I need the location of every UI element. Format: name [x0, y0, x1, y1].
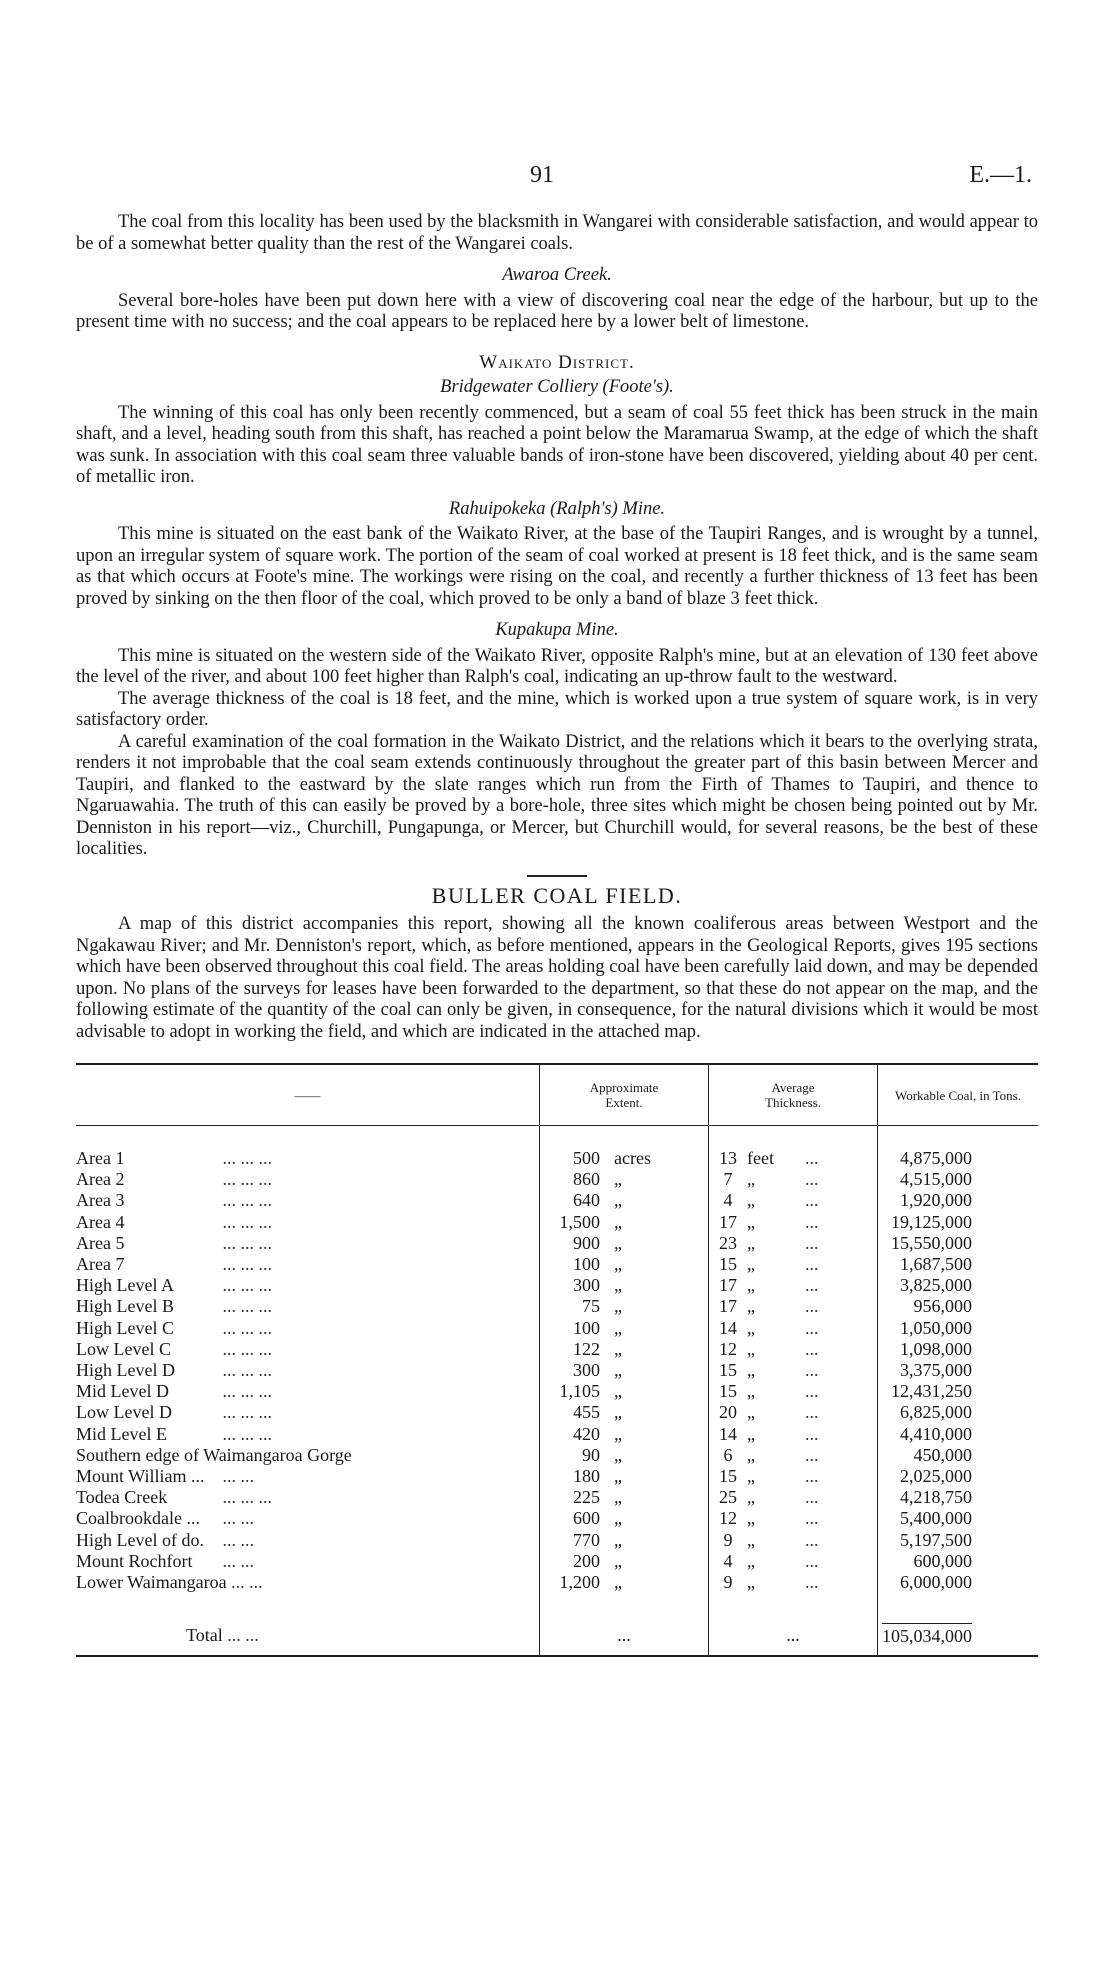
total-label: Total — [186, 1624, 223, 1645]
thickness-unit: feet — [747, 1148, 774, 1168]
area-cell — [76, 1339, 540, 1360]
thickness-cell — [709, 1148, 878, 1169]
total-row — [76, 1615, 1038, 1655]
leader-dots: ... — [805, 1232, 819, 1253]
document-body — [76, 212, 1038, 1657]
area-cell — [76, 1572, 540, 1593]
kupakupa-heading: Kupakupa Mine. — [495, 620, 619, 640]
extent-value: 300 — [573, 1360, 600, 1381]
thickness-unit: „ — [747, 1550, 755, 1571]
thickness-value: 4 — [723, 1190, 733, 1211]
extent-unit: „ — [614, 1381, 622, 1402]
area-cell — [76, 1402, 540, 1423]
coal-value: 1,050,000 — [878, 1318, 1039, 1339]
area-name: Mid Level E — [76, 1423, 167, 1444]
leader-dots: ... — [805, 1550, 819, 1571]
thickness-unit: „ — [747, 1338, 755, 1359]
extent-cell — [540, 1318, 709, 1339]
area-name: Mid Level D — [76, 1381, 169, 1402]
extent-value: 1,200 — [559, 1572, 600, 1593]
thickness-value: 17 — [719, 1275, 737, 1296]
extent-cell — [540, 1487, 709, 1508]
extent-unit: acres — [614, 1148, 651, 1168]
area-name: Mount Rochfort — [76, 1550, 193, 1571]
col-header-coal: Workable Coal, in Tons. — [878, 1065, 1039, 1126]
leader-dots: ... — [805, 1169, 819, 1190]
extent-value: 455 — [573, 1402, 600, 1423]
leader-dots: ... ... ... — [222, 1254, 272, 1275]
thickness-cell — [709, 1275, 878, 1296]
kupakupa-paragraph-1: This mine is situated on the western side of the Waikato River, opposite Ralph's mine, but at an elevation of 130 feet above the level of the river, and about 100 feet higher than Ralph's coal, indicating an up-throw fault to the westward. — [76, 645, 1038, 687]
thickness-cell — [709, 1318, 878, 1339]
thickness-cell — [709, 1402, 878, 1423]
thickness-value: 15 — [719, 1466, 737, 1487]
thickness-cell — [709, 1551, 878, 1572]
extent-unit: „ — [614, 1402, 622, 1423]
table-body — [76, 1126, 1038, 1656]
extent-unit: „ — [614, 1275, 622, 1296]
thickness-cell — [709, 1212, 878, 1233]
extent-cell — [540, 1381, 709, 1402]
extent-unit: „ — [614, 1508, 622, 1529]
extent-cell — [540, 1296, 709, 1317]
table-row — [76, 1466, 1038, 1487]
table-row — [76, 1148, 1038, 1169]
leader-dots: ... — [805, 1254, 819, 1275]
area-cell — [76, 1318, 540, 1339]
thickness-cell — [709, 1339, 878, 1360]
extent-unit: „ — [614, 1487, 622, 1508]
table-row — [76, 1508, 1038, 1529]
area-cell — [76, 1445, 540, 1466]
extent-value: 770 — [573, 1529, 600, 1550]
table-row — [76, 1445, 1038, 1466]
thickness-value: 4 — [723, 1550, 733, 1571]
leader-dots: ... ... — [231, 1572, 263, 1593]
coal-value: 15,550,000 — [878, 1233, 1039, 1254]
leader-dots: ... ... ... — [222, 1317, 272, 1338]
area-name: Mount William ... — [76, 1466, 205, 1487]
thickness-value: 23 — [719, 1232, 737, 1253]
thickness-unit: „ — [747, 1360, 755, 1381]
thickness-value: 9 — [723, 1529, 733, 1550]
thickness-unit: „ — [747, 1317, 755, 1338]
leader-dots: ... — [805, 1444, 819, 1465]
extent-value: 1,105 — [559, 1381, 600, 1402]
extent-unit: „ — [614, 1296, 622, 1317]
area-name: Area 2 — [76, 1169, 125, 1190]
extent-unit: „ — [614, 1317, 622, 1338]
area-cell — [76, 1381, 540, 1402]
extent-cell — [540, 1169, 709, 1190]
coal-value: 12,431,250 — [878, 1381, 1039, 1402]
area-cell — [76, 1212, 540, 1233]
extent-value: 225 — [573, 1487, 600, 1508]
thickness-value: 12 — [719, 1508, 737, 1529]
extent-value: 90 — [582, 1444, 600, 1465]
thickness-value: 15 — [719, 1360, 737, 1381]
extent-value: 180 — [573, 1466, 600, 1487]
awaroa-heading: Awaroa Creek. — [502, 265, 612, 285]
thickness-unit: „ — [747, 1444, 755, 1465]
kupakupa-paragraph-2: The average thickness of the coal is 18 feet, and the mine, which is worked upon a true system of square work, is in very satisfactory order. — [76, 688, 1038, 730]
extent-unit: „ — [614, 1550, 622, 1571]
table-row — [76, 1402, 1038, 1423]
table-row — [76, 1424, 1038, 1445]
thickness-value: 15 — [719, 1381, 737, 1402]
coal-value: 19,125,000 — [878, 1212, 1039, 1233]
leader-dots: ... — [805, 1529, 819, 1550]
extent-value: 122 — [573, 1338, 600, 1359]
col-header-extent: Approximate Extent. — [540, 1065, 709, 1126]
leader-dots: ... ... ... — [222, 1360, 272, 1381]
spacer-row — [76, 1593, 1038, 1615]
thickness-cell — [709, 1508, 878, 1529]
waikato-heading: Waikato District. — [479, 351, 635, 373]
coal-value: 1,098,000 — [878, 1339, 1039, 1360]
thickness-unit: „ — [747, 1211, 755, 1232]
extent-cell — [540, 1148, 709, 1169]
thickness-unit: „ — [747, 1381, 755, 1402]
area-name: Area 7 — [76, 1254, 125, 1275]
leader-dots: ... — [805, 1338, 819, 1359]
table-row — [76, 1339, 1038, 1360]
thickness-value: 15 — [719, 1254, 737, 1275]
thickness-unit: „ — [747, 1402, 755, 1423]
extent-value: 900 — [573, 1232, 600, 1253]
coal-value: 4,515,000 — [878, 1169, 1039, 1190]
coal-value: 600,000 — [878, 1551, 1039, 1572]
area-name: Area 5 — [76, 1232, 125, 1253]
leader-dots: ... — [805, 1572, 819, 1593]
area-cell — [76, 1508, 540, 1529]
extent-value: 1,500 — [559, 1211, 600, 1232]
col-header-area: —— — [76, 1065, 540, 1126]
leader-dots: ... — [805, 1317, 819, 1338]
thickness-value: 14 — [719, 1317, 737, 1338]
table-row — [76, 1190, 1038, 1211]
leader-dots: ... ... ... — [222, 1169, 272, 1190]
leader-dots: ... — [805, 1508, 819, 1529]
table-header-row — [76, 1065, 1038, 1126]
area-cell — [76, 1466, 540, 1487]
thickness-unit: „ — [747, 1296, 755, 1317]
area-name: High Level C — [76, 1317, 174, 1338]
leader-dots: ... — [805, 1275, 819, 1296]
leader-dots: ... ... ... — [222, 1190, 272, 1211]
coal-value: 2,025,000 — [878, 1466, 1039, 1487]
thickness-unit: „ — [747, 1254, 755, 1275]
area-name: High Level of do. — [76, 1529, 204, 1550]
extent-cell — [540, 1445, 709, 1466]
thickness-value: 12 — [719, 1338, 737, 1359]
extent-cell — [540, 1212, 709, 1233]
extent-cell — [540, 1339, 709, 1360]
area-cell — [76, 1254, 540, 1275]
leader-dots: ... ... — [222, 1466, 254, 1487]
leader-dots: ... ... ... — [222, 1296, 272, 1317]
table-row — [76, 1360, 1038, 1381]
area-cell — [76, 1169, 540, 1190]
thickness-cell — [709, 1360, 878, 1381]
thickness-cell — [709, 1445, 878, 1466]
extent-cell — [540, 1572, 709, 1593]
extent-cell — [540, 1275, 709, 1296]
buller-paragraph: A map of this district accompanies this report, showing all the known coaliferous areas between Westport and the Ngakawau River; and Mr. Denniston's report, which, as before mentioned, appears in the Geological Reports, gives 195 sections which have been observed throughout this coal field. The areas holding coal have been carefully laid down, and may be depended upon. No plans of the surveys for leases have been forwarded to the department, so that these do not appear on the map, and the following estimate of the quantity of the coal can only be given, in consequence, for the natural divisions which it would be most advisable to adopt in working the field, and which are indicated in the attached map. — [76, 914, 1038, 1042]
leader-dots: ... — [805, 1487, 819, 1508]
extent-unit: „ — [614, 1360, 622, 1381]
leader-dots: ... — [805, 1360, 819, 1381]
table-row — [76, 1551, 1038, 1572]
coal-value: 4,875,000 — [878, 1148, 1039, 1169]
extent-unit: „ — [614, 1211, 622, 1232]
table-row — [76, 1254, 1038, 1275]
table-row — [76, 1275, 1038, 1296]
table-row — [76, 1318, 1038, 1339]
kupakupa-paragraph-3: A careful examination of the coal formation in the Waikato District, and the relations which it bears to the overlying strata, renders it not improbable that the coal seam extends continuously throughout the greater part of this basin between Mercer and Taupiri, and flanked to the eastward by the slate ranges which run from the Firth of Thames to Taupiri, and thence to Ngaruawahia. The truth of this can easily be proved by a bore-hole, three sites which might be chosen being pointed out by Mr. Denniston in his report—viz., Churchill, Pungapunga, or Mercer, but Churchill would, for several reasons, be the best of these localities. — [76, 731, 1038, 859]
leader-dots: ... ... ... — [222, 1423, 272, 1444]
total-label-cell — [76, 1615, 540, 1655]
area-cell — [76, 1487, 540, 1508]
total-extent: ... — [540, 1615, 709, 1655]
extent-cell — [540, 1466, 709, 1487]
leader-dots: ... ... — [222, 1550, 254, 1571]
thickness-value: 6 — [723, 1444, 733, 1465]
thickness-value: 17 — [719, 1296, 737, 1317]
coal-value: 3,825,000 — [878, 1275, 1039, 1296]
leader-dots: ... — [805, 1423, 819, 1444]
thickness-cell — [709, 1296, 878, 1317]
coal-value: 6,825,000 — [878, 1402, 1039, 1423]
extent-value: 420 — [573, 1423, 600, 1444]
bridgewater-paragraph: The winning of this coal has only been recently commenced, but a seam of coal 55 feet thick has been struck in the main shaft, and a level, heading south from this shaft, has reached a point below the Maramarua Swamp, at the edge of which the shaft was sunk. In association with this coal seam three valuable bands of iron-stone have been discovered, yielding about 40 per cent. of metallic iron. — [76, 402, 1038, 487]
awaroa-paragraph: Several bore-holes have been put down here with a view of discovering coal near the edge of the harbour, but up to the present time with no success; and the coal appears to be replaced here by a lower belt of limestone. — [76, 290, 1038, 332]
total-coal: 105,034,000 — [882, 1623, 972, 1647]
area-name: Low Level C — [76, 1338, 171, 1359]
area-name: Area 3 — [76, 1190, 125, 1211]
extent-value: 200 — [573, 1550, 600, 1571]
leader-dots: ... ... ... — [222, 1338, 272, 1359]
area-name: Southern edge of Waimangaroa Gorge — [76, 1444, 352, 1465]
table-row — [76, 1233, 1038, 1254]
table-row — [76, 1487, 1038, 1508]
coal-estimate-table — [76, 1063, 1038, 1657]
leader-dots: ... ... — [222, 1529, 254, 1550]
thickness-value: 17 — [719, 1211, 737, 1232]
thickness-unit: „ — [747, 1275, 755, 1296]
thickness-cell — [709, 1424, 878, 1445]
extent-unit: „ — [614, 1254, 622, 1275]
section-divider — [527, 875, 587, 877]
coal-value: 1,687,500 — [878, 1254, 1039, 1275]
area-cell — [76, 1296, 540, 1317]
thickness-unit: „ — [747, 1232, 755, 1253]
extent-unit: „ — [614, 1190, 622, 1211]
leader-dots: ... — [805, 1466, 819, 1487]
extent-unit: „ — [614, 1444, 622, 1465]
leader-dots: ... ... ... — [222, 1211, 272, 1232]
extent-cell — [540, 1551, 709, 1572]
extent-value: 640 — [573, 1190, 600, 1211]
thickness-cell — [709, 1466, 878, 1487]
intro-paragraph: The coal from this locality has been used by the blacksmith in Wangarei with considerable satisfaction, and would appear to be of a somewhat better quality than the rest of the Wangarei coals. — [76, 212, 1038, 254]
leader-dots: ... — [805, 1296, 819, 1317]
area-cell — [76, 1233, 540, 1254]
thickness-cell — [709, 1190, 878, 1211]
table-row — [76, 1530, 1038, 1551]
thickness-unit: „ — [747, 1508, 755, 1529]
extent-cell — [540, 1402, 709, 1423]
extent-unit: „ — [614, 1572, 622, 1593]
area-cell — [76, 1190, 540, 1211]
leader-dots: ... ... ... — [222, 1232, 272, 1253]
table-row — [76, 1212, 1038, 1233]
coal-value: 3,375,000 — [878, 1360, 1039, 1381]
area-name: Coalbrookdale ... — [76, 1508, 200, 1529]
area-cell — [76, 1275, 540, 1296]
leader-dots: ... ... ... — [222, 1148, 272, 1168]
extent-value: 100 — [573, 1254, 600, 1275]
leader-dots: ... ... ... — [222, 1487, 272, 1508]
thickness-value: 13 — [719, 1148, 737, 1168]
area-cell — [76, 1424, 540, 1445]
leader-dots: ... ... — [227, 1624, 259, 1645]
thickness-unit: „ — [747, 1487, 755, 1508]
thickness-value: 14 — [719, 1423, 737, 1444]
extent-cell — [540, 1254, 709, 1275]
thickness-unit: „ — [747, 1529, 755, 1550]
coal-value: 956,000 — [878, 1296, 1039, 1317]
extent-cell — [540, 1233, 709, 1254]
extent-cell — [540, 1424, 709, 1445]
thickness-unit: „ — [747, 1423, 755, 1444]
leader-dots: ... ... — [222, 1508, 254, 1529]
extent-unit: „ — [614, 1169, 622, 1190]
thickness-value: 20 — [719, 1402, 737, 1423]
area-cell — [76, 1551, 540, 1572]
thickness-unit: „ — [747, 1572, 755, 1593]
thickness-value: 9 — [723, 1572, 733, 1593]
extent-unit: „ — [614, 1423, 622, 1444]
leader-dots: ... ... ... — [222, 1402, 272, 1423]
bridgewater-heading: Bridgewater Colliery (Foote's). — [440, 377, 674, 397]
area-cell — [76, 1148, 540, 1169]
thickness-cell — [709, 1233, 878, 1254]
coal-value: 4,218,750 — [878, 1487, 1039, 1508]
thickness-cell — [709, 1487, 878, 1508]
thickness-cell — [709, 1572, 878, 1593]
coal-value: 4,410,000 — [878, 1424, 1039, 1445]
area-cell — [76, 1530, 540, 1551]
table-row — [76, 1296, 1038, 1317]
page-number: 91 — [530, 162, 554, 188]
area-name: High Level B — [76, 1296, 174, 1317]
thickness-value: 25 — [719, 1487, 737, 1508]
area-name: High Level D — [76, 1360, 175, 1381]
extent-unit: „ — [614, 1338, 622, 1359]
coal-value: 1,920,000 — [878, 1190, 1039, 1211]
area-cell — [76, 1360, 540, 1381]
thickness-unit: „ — [747, 1466, 755, 1487]
extent-cell — [540, 1530, 709, 1551]
thickness-cell — [709, 1169, 878, 1190]
thickness-cell — [709, 1530, 878, 1551]
coal-value: 6,000,000 — [878, 1572, 1039, 1593]
coal-value: 5,197,500 — [878, 1530, 1039, 1551]
total-coal-cell — [878, 1615, 1039, 1655]
extent-value: 600 — [573, 1508, 600, 1529]
extent-value: 860 — [573, 1169, 600, 1190]
extent-unit: „ — [614, 1529, 622, 1550]
leader-dots: ... — [805, 1381, 819, 1402]
extent-cell — [540, 1360, 709, 1381]
leader-dots: ... ... ... — [222, 1275, 272, 1296]
thickness-unit: „ — [747, 1190, 755, 1211]
leader-dots: ... — [805, 1148, 819, 1168]
extent-cell — [540, 1190, 709, 1211]
thickness-cell — [709, 1254, 878, 1275]
total-thickness: ... — [709, 1615, 878, 1655]
series-label: E.—1. — [969, 162, 1032, 188]
extent-unit: „ — [614, 1232, 622, 1253]
extent-value: 75 — [582, 1296, 600, 1317]
leader-dots: ... — [805, 1190, 819, 1211]
extent-value: 100 — [573, 1317, 600, 1338]
coal-value: 450,000 — [878, 1445, 1039, 1466]
extent-unit: „ — [614, 1466, 622, 1487]
leader-dots: ... ... ... — [222, 1381, 272, 1402]
area-name: Area 4 — [76, 1211, 125, 1232]
thickness-unit: „ — [747, 1169, 755, 1190]
leader-dots: ... — [805, 1402, 819, 1423]
thickness-value: 7 — [723, 1169, 733, 1190]
rahuipokeka-paragraph: This mine is situated on the east bank of the Waikato River, at the base of the Taupiri Ranges, and is wrought by a tunnel, upon an irregular system of square work. The portion of the seam of coal worked at present is 18 feet thick, and is the same seam as that which occurs at Foote's mine. The workings were rising on the coal, and recently a further thickness of 13 feet has been proved by sinking on the then floor of the coal, which proved to be only a band of blaze 3 feet thick. — [76, 524, 1038, 609]
area-name: Todea Creek — [76, 1487, 168, 1508]
area-name: High Level A — [76, 1275, 174, 1296]
area-name: Low Level D — [76, 1402, 172, 1423]
thickness-cell — [709, 1381, 878, 1402]
buller-heading: BULLER COAL FIELD. — [431, 882, 683, 908]
table-row — [76, 1381, 1038, 1402]
extent-value: 500 — [573, 1148, 600, 1168]
coal-value: 5,400,000 — [878, 1508, 1039, 1529]
extent-cell — [540, 1508, 709, 1529]
table-row — [76, 1169, 1038, 1190]
leader-dots: ... — [805, 1211, 819, 1232]
area-name: Area 1 — [76, 1148, 125, 1168]
rahuipokeka-heading: Rahuipokeka (Ralph's) Mine. — [448, 498, 666, 519]
extent-value: 300 — [573, 1275, 600, 1296]
area-name: Lower Waimangaroa — [76, 1572, 227, 1593]
page-header — [0, 162, 1114, 192]
table-row — [76, 1572, 1038, 1593]
col-header-thickness: Average Thickness. — [709, 1065, 878, 1126]
